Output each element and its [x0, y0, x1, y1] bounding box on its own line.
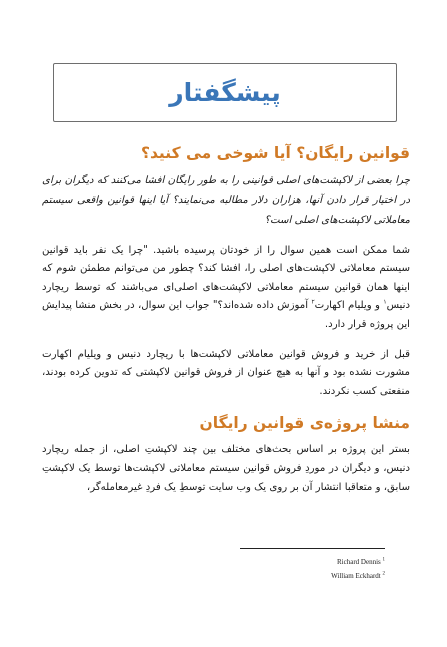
footnote-2	[331, 572, 385, 580]
footnote-ref-1[interactable]: ۱	[383, 299, 387, 306]
footnote-2-text: William Eckhardt	[331, 572, 381, 580]
document-body	[42, 141, 410, 497]
paragraph-1-part-b: و ویلیام اکهارت	[314, 300, 384, 312]
intro-paragraph: چرا بعضی از لاکپشت‌های اصلی قوانینی را به طور رایگان افشا می‌کنند که دیگران برای در اختیار قرار دادن آنها، هزاران دلار مطالبه می‌نمایند؟ آیا اینها قوانین واقعی سیستم معاملاتی لاکپشت‌های اصلی است؟	[42, 175, 410, 227]
footnote-1-text: Richard Dennis	[337, 558, 381, 566]
paragraph-3: بستر این پروژه بر اساس بحث‌های مختلف بین چند لاکپشتِ اصلی، از جمله ریچارد دنیس، و دیگران در موردِ فروش قوانین سیستم معاملاتی لاکپشت‌ها توسط یک لاکپشتِ سابق، و متعاقبا انتشار آن بر روی یک وب سایت توسطِ یک فردِ غیرمعامله‌گر،	[42, 444, 410, 493]
paragraph-1-part-c: آموزش داده شده‌اند؟" جواب این سوال، در بخش منشا پیدایش این پروژه قرار دارد.	[42, 300, 410, 330]
paragraph-1	[42, 242, 410, 335]
footnote-ref-2[interactable]: ۲	[311, 299, 315, 306]
paragraph-2: قبل از خرید و فروش قوانین معاملاتی لاکپشت‌ها با ریچارد دنیس و ویلیام اکهارت مشورت نشده بود و آنها به هیچ عنوان از فروش قوانین لاکپشتی که تدوین کرده بودند، منفعتی کسب نکردند.	[42, 348, 410, 397]
footnote-1-number: 1	[382, 557, 385, 563]
footnote-divider	[240, 548, 385, 549]
paragraph-1-part-a: شما ممکن است همین سوال را از خودتان پرسیده باشید. "چرا یک نفر باید قوانین سیستم معاملاتی لاکپشت‌های اصلی را، افشا کند؟ چطور من می‌توانم مطمئن شوم که اینها همان قوانین سیستم معاملاتی لاکپشت‌های اصلی‌ای می‌باشند که توسط ریچارد دنیس	[42, 244, 410, 312]
title-box	[53, 63, 397, 122]
section-heading-origin: منشا پروژه‌ی قوانین رایگان	[199, 414, 410, 433]
footnote-2-number: 2	[382, 571, 385, 577]
page-title: پیشگفتار	[169, 78, 281, 107]
section-heading-free-rules: قوانین رایگان؟ آیا شوخی می کنید؟	[140, 144, 410, 162]
footnote-1	[337, 558, 385, 566]
